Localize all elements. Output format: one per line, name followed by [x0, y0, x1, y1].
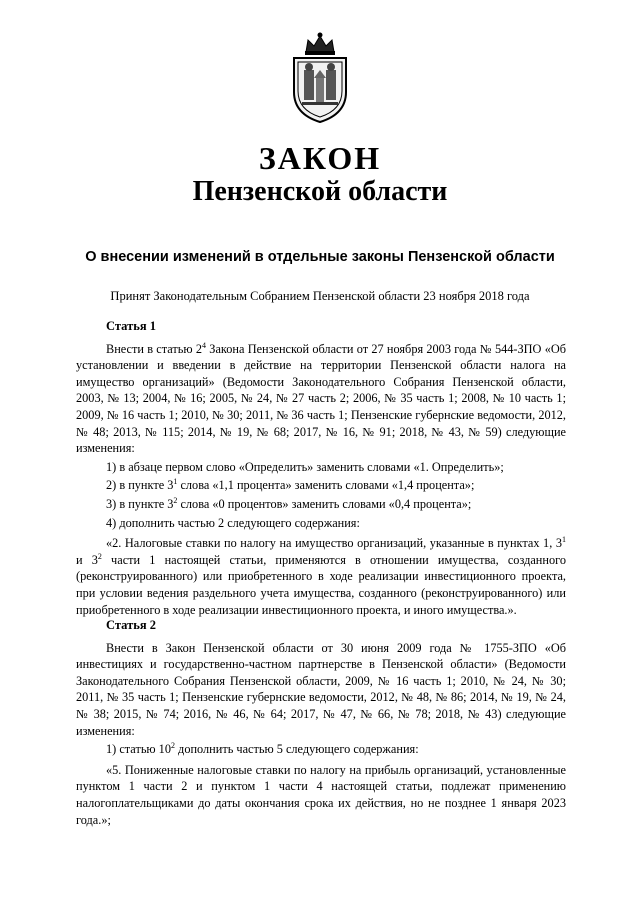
article-2-intro: Внести в Закон Пензенской области от 30 июня 2009 года № 1755-ЗПО «Об инвестициях и государственно-частном партнерстве в Пензенской области» (Ведомости Законодательного Собрания Пензенской области, 2009, № 16 часть 1; 2010, № 24, № 30; 2011, № 35 часть 1; Пензенские губернские ведомости, 2012, № 48, № 86; 2014, № 19, № 24, № 38; 2015, № 74; 2016, № 46, № 64; 2017, № 47, № 66, № 78; 2018, № 43) следующие изменения: — [76, 640, 566, 738]
article-2-item-1: 1) статью $10^2$ дополнить частью 5 следующего содержания: — [106, 741, 419, 757]
article-2-quote: «5. Пониженные налоговые ставки по налогу на прибыль организаций, установленные пунктом 1 части 2 и пунктом 1 части 4 настоящей статьи, подлежат применению налогоплательщиками до даты окончания срока их действия, но не позднее 1 января 2023 года.»; — [76, 762, 566, 827]
document-subtitle: Пензенской области — [192, 176, 448, 207]
article-1-item-1: 1) в абзаце первом слово «Определить» заменить словами «1. Определить»; — [106, 459, 504, 474]
law-name: О внесении изменений в отдельные законы Пензенской области — [85, 249, 555, 265]
article-1-item-3: 3) в пункте $3^2$ слова «0 процентов» заменить словами «0,4 процента»; — [106, 495, 472, 511]
article-1-item-2: 2) в пункте $3^1$ слова «1,1 процента» заменить словами «1,4 процента»; — [106, 477, 475, 493]
article-2-heading: Статья 2 — [106, 618, 156, 632]
document-title: ЗАКОН — [258, 140, 382, 176]
article-1-item-4: 4) дополнить частью 2 следующего содержания: — [106, 515, 360, 530]
article-1-heading: Статья 1 — [106, 319, 156, 333]
adoption-statement: Принят Законодательным Собранием Пензенской области 23 ноября 2018 года — [110, 289, 530, 303]
article-1-quote: «2. Налоговые ставки по налогу на имущество организаций, указанные в пунктах 1, $3^1$ и $3^2$ части 1 настоящей статьи, применяются в отношении имущества, созданного (реконструированного) или приобретенного в ходе реализации инвестиционного проекта, при условии ведения раздельного учета имущества, созданного (реконструированного) или приобретенного в ходе реализации инвестиционного проекта, и иного имущества.». — [76, 535, 566, 617]
coat-of-arms-emblem — [288, 30, 352, 124]
article-1 — [76, 318, 566, 618]
article-2 — [76, 617, 566, 828]
article-1-intro: Внести в статью $2^4$ Закона Пензенской области от 27 ноября 2003 года № 544-ЗПО «Об установлении и введении в действие на территории Пензенской области налога на имущество организаций» (Ведомости Законодательного Собрания Пензенской области, 2003, № 13; 2004, № 16; 2005, № 24, № 27 часть 2; 2006, № 35 часть 1; 2008, № 10 часть 1; 2009, № 16 часть 1; 2010, № 30; 2011, № 36 часть 1; Пензенские губернские ведомости, 2012, № 48; 2013, № 115; 2014, № 19, № 68; 2017, № 16, № 91; 2018, № 43, № 59) следующие изменения: — [76, 340, 566, 456]
